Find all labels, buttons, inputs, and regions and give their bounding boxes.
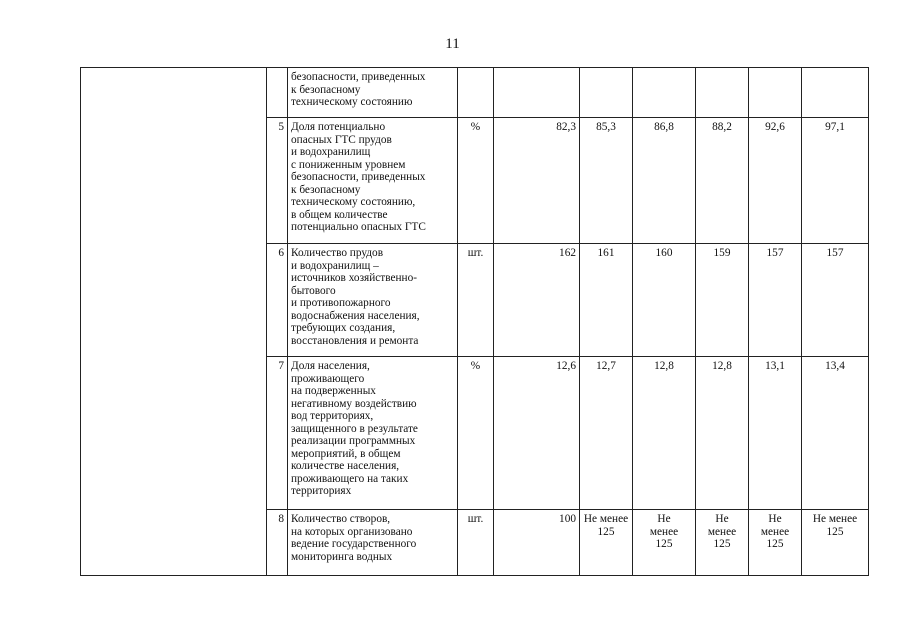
page-number: 11 (445, 36, 460, 52)
table-row (81, 68, 869, 118)
indicator-text: Количество прудов и водохранилищ – источников хозяйственно- бытового и противопожарного водоснабжения населения, требующих создания, восстановления и ремонта (288, 244, 458, 357)
unit-cell: шт. (458, 244, 494, 357)
unit-cell: % (458, 357, 494, 510)
value-cell: 161 (580, 244, 633, 357)
value-cell (802, 68, 869, 118)
value-cell (494, 68, 580, 118)
unit-cell: % (458, 118, 494, 244)
value-cell: 157 (802, 244, 869, 357)
value-cell: Не менее 125 (802, 510, 869, 576)
value-cell: 12,6 (494, 357, 580, 510)
value-cell: Не менее 125 (696, 510, 749, 576)
indicator-text: Доля потенциально опасных ГТС прудов и водохранилищ с пониженным уровнем безопасности, приведенных к безопасному техническому состоянию, в общем количестве потенциально опасных ГТС (288, 118, 458, 244)
value-cell: 12,8 (696, 357, 749, 510)
value-cell: 159 (696, 244, 749, 357)
value-cell: 100 (494, 510, 580, 576)
indicator-text: Доля населения, проживающего на подверженных негативному воздействию вод территориях, защищенного в результате реализации программных мероприятий, в общем количестве населения, проживающего на таких территориях (288, 357, 458, 510)
value-cell: Не менее 125 (580, 510, 633, 576)
value-cell: 12,7 (580, 357, 633, 510)
value-cell (749, 68, 802, 118)
value-cell (633, 68, 696, 118)
unit-cell (458, 68, 494, 118)
row-number: 7 (267, 357, 288, 510)
value-cell: 12,8 (633, 357, 696, 510)
unit-cell: шт. (458, 510, 494, 576)
empty-left-cell (81, 68, 267, 576)
value-cell: 92,6 (749, 118, 802, 244)
value-cell: 97,1 (802, 118, 869, 244)
value-cell (696, 68, 749, 118)
indicator-text: безопасности, приведенных к безопасному техническому состоянию (288, 68, 458, 118)
row-number: 5 (267, 118, 288, 244)
value-cell: 157 (749, 244, 802, 357)
row-number: 8 (267, 510, 288, 576)
indicator-text: Количество створов, на которых организовано ведение государственного мониторинга водных (288, 510, 458, 576)
value-cell: Не менее 125 (633, 510, 696, 576)
value-cell: 13,1 (749, 357, 802, 510)
value-cell: 88,2 (696, 118, 749, 244)
value-cell: 162 (494, 244, 580, 357)
row-number (267, 68, 288, 118)
value-cell: 85,3 (580, 118, 633, 244)
value-cell: 160 (633, 244, 696, 357)
value-cell: Не менее 125 (749, 510, 802, 576)
value-cell: 82,3 (494, 118, 580, 244)
row-number: 6 (267, 244, 288, 357)
indicators-table (80, 67, 869, 576)
value-cell (580, 68, 633, 118)
value-cell: 13,4 (802, 357, 869, 510)
value-cell: 86,8 (633, 118, 696, 244)
